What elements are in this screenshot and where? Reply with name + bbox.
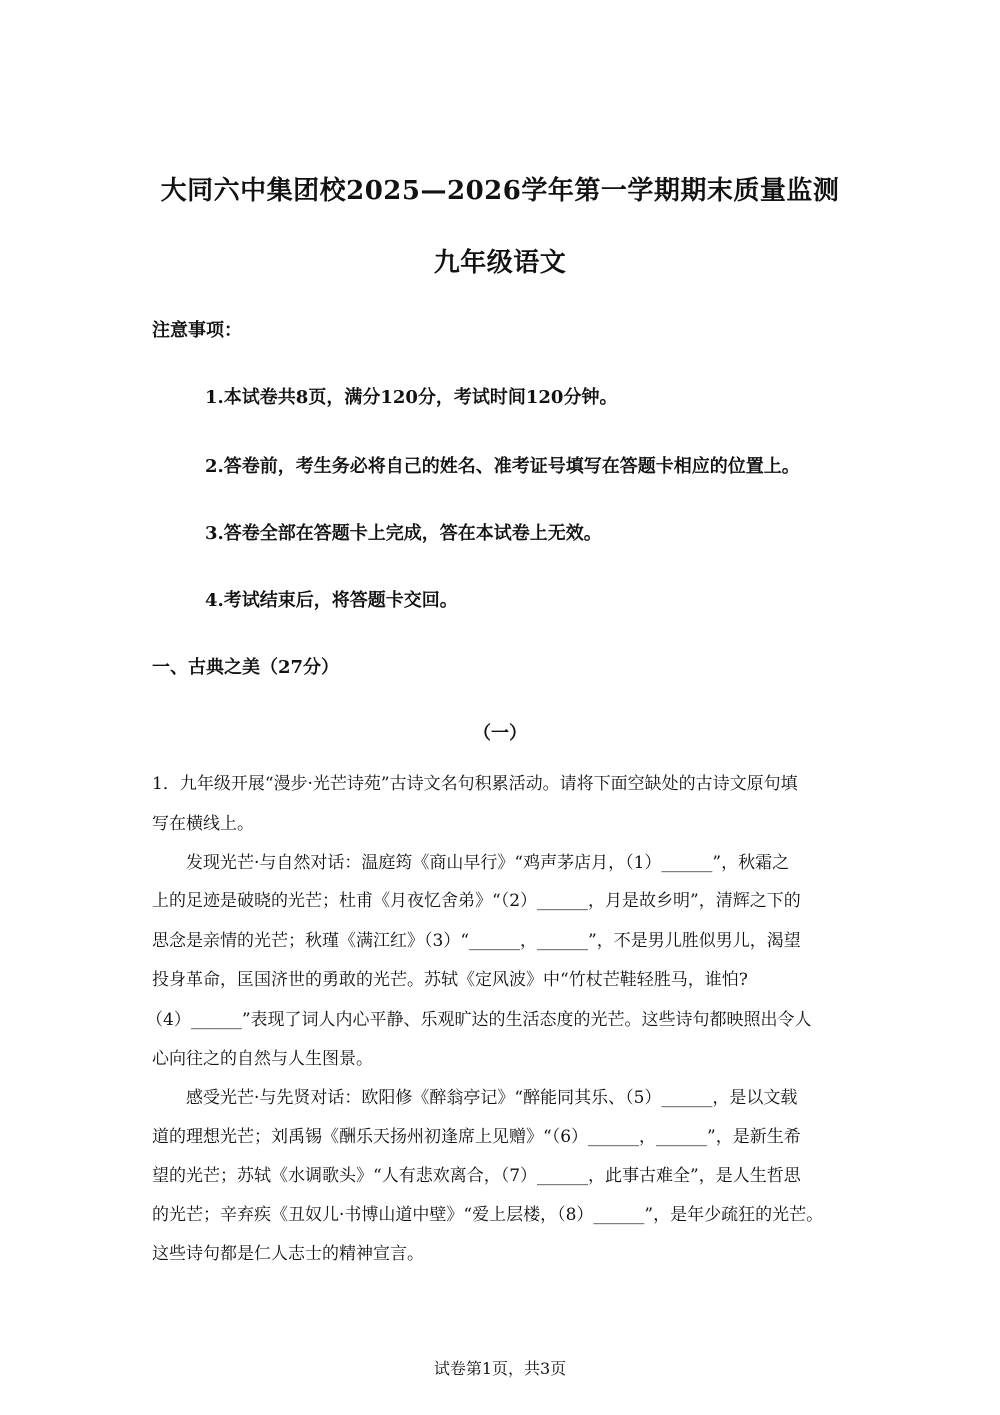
- exam-title: 大同六中集团校2025—2026学年第一学期期末质量监测: [160, 176, 840, 206]
- page-footer: 试卷第1页，共3页: [433, 1359, 567, 1378]
- question-line: 写在横线上。: [152, 814, 254, 834]
- question-line: （4）______”表现了词人内心平静、乐观旷达的生活态度的光芒。这些诗句都映照出令人: [146, 1010, 812, 1030]
- section-heading: 一、古典之美（27分）: [152, 657, 340, 678]
- question-line: 思念是亲情的光芒；秋瑾《满江红》（3）“______，______”，不是男儿胜似男儿，渴望: [152, 931, 801, 951]
- exam-subject: 九年级语文: [433, 248, 567, 278]
- question-line: 的光芒；辛弃疾《丑奴儿·书博山道中壁》“爱上层楼，（8）______”，是年少疏狂的光芒。: [152, 1205, 824, 1225]
- notice-item-1: 1.本试卷共8页，满分120分，考试时间120分钟。: [205, 387, 618, 408]
- question-line: 上的足迹是破晓的光芒；杜甫《月夜忆舍弟》“（2）______，月是故乡明”，清辉之下的: [152, 891, 801, 911]
- notice-heading: 注意事项：: [152, 320, 242, 341]
- question-line: 投身革命，匡国济世的勇敢的光芒。苏轼《定风波》中“竹杖芒鞋轻胜马，谁怕?: [152, 970, 748, 990]
- question-line: 感受光芒·与先贤对话：欧阳修《醉翁亭记》“醉能同其乐、（5）______，是以文载: [152, 1088, 798, 1108]
- question-line: 1．九年级开展“漫步·光芒诗苑”古诗文名句积累活动。请将下面空缺处的古诗文原句填: [152, 774, 798, 794]
- question-line: 这些诗句都是仁人志士的精神宣言。: [152, 1244, 424, 1264]
- question-line: 道的理想光芒；刘禹锡《酬乐天扬州初逢席上见赠》“（6）______，______”，是新生希: [152, 1127, 801, 1147]
- subsection-heading: （一）: [473, 723, 527, 744]
- notice-item-4: 4.考试结束后，将答题卡交回。: [205, 590, 458, 611]
- notice-item-3: 3.答卷全部在答题卡上完成，答在本试卷上无效。: [205, 523, 602, 544]
- notice-item-2: 2.答卷前，考生务必将自己的姓名、准考证号填写在答题卡相应的位置上。: [205, 456, 800, 477]
- question-line: 发现光芒·与自然对话：温庭筠《商山早行》“鸡声茅店月，（1）______”，秋霜之: [152, 853, 790, 873]
- question-line: 望的光芒；苏轼《水调歌头》“人有悲欢离合，（7）______，此事古难全”，是人生哲思: [152, 1166, 801, 1186]
- question-line: 心向往之的自然与人生图景。: [152, 1049, 373, 1069]
